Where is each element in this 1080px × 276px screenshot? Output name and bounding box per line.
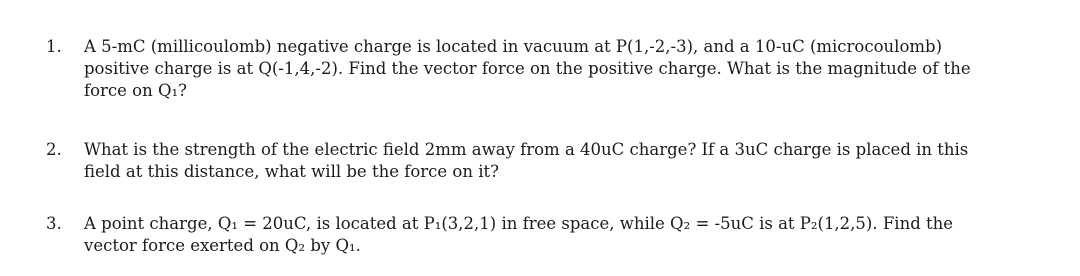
problem-text-line: field at this distance, what will be the force on it? [84,162,499,181]
problem-text-line: force on Q₁? [84,81,187,100]
problem-text [84,139,1059,183]
problem-text-line: positive charge is at Q(-1,4,-2). Find the vector force on the positive charge. What is the magnitude of the [84,59,971,78]
problem-text [84,213,1059,257]
problem-number: 3. [46,214,62,233]
problem-text-line: A 5-mC (millicoulomb) negative charge is located in vacuum at P(1,-2,-3), and a 10-uC (microcoulomb) [84,37,943,56]
problem-number: 2. [46,140,62,159]
problem-text-line: vector force exerted on Q₂ by Q₁. [84,236,361,255]
problem-text-line: What is the strength of the electric field 2mm away from a 40uC charge? If a 3uC charge is placed in this [84,140,969,159]
problem-text [84,36,1059,102]
problem-number: 1. [46,37,62,56]
problem-text-line: A point charge, Q₁ = 20uC, is located at P₁(3,2,1) in free space, while Q₂ = -5uC is at P₂(1,2,5). Find the [84,214,954,233]
